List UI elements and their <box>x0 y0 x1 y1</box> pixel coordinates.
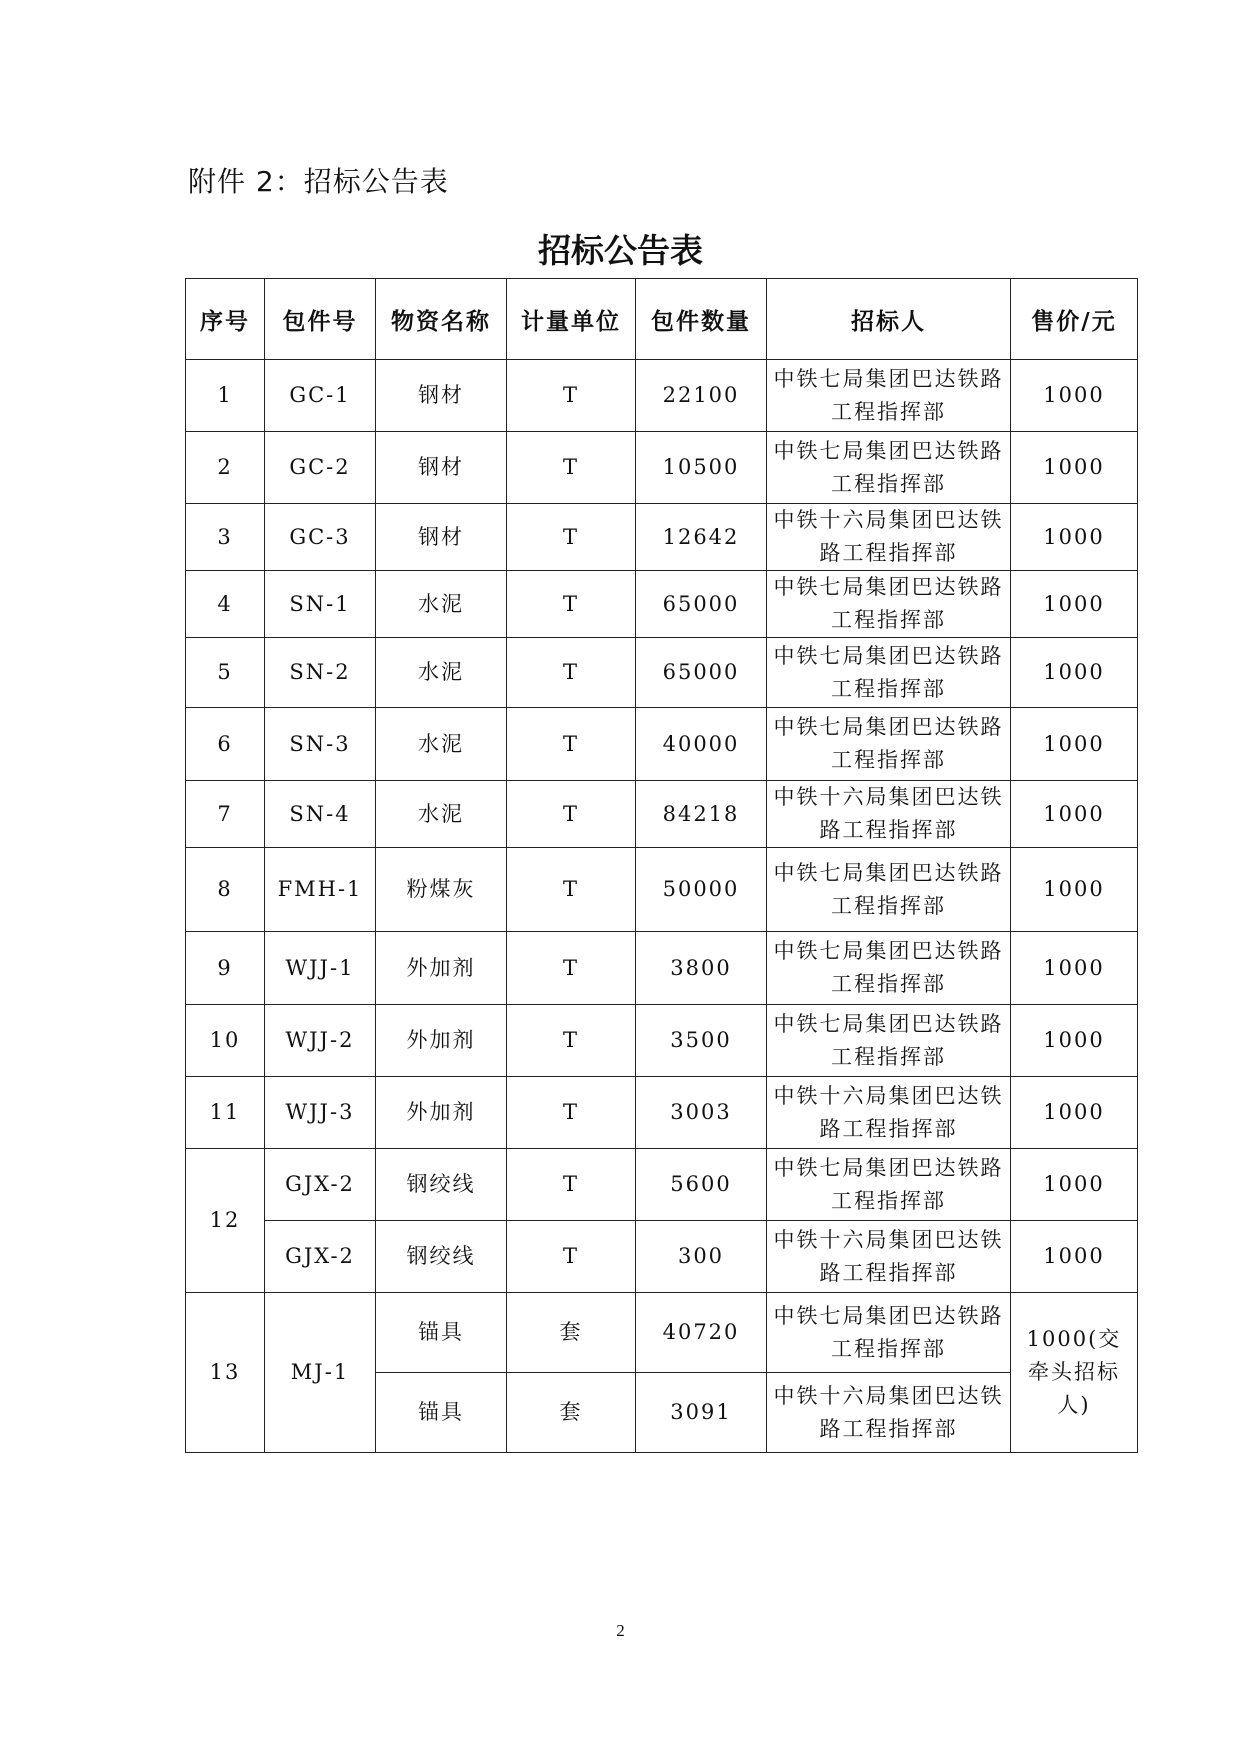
cell-material: 钢绞线 <box>376 1149 507 1221</box>
cell-quantity: 3800 <box>636 932 767 1005</box>
cell-bidder: 中铁十六局集团巴达铁路工程指挥部 <box>767 1221 1011 1293</box>
table-row <box>186 781 1138 848</box>
cell-price: 1000 <box>1011 1005 1138 1077</box>
bidding-notice-table <box>185 278 1138 1453</box>
header-material: 物资名称 <box>376 279 507 360</box>
cell-material: 外加剂 <box>376 1005 507 1077</box>
cell-quantity: 40000 <box>636 708 767 781</box>
table-row <box>186 571 1138 638</box>
cell-bidder: 中铁十六局集团巴达铁路工程指挥部 <box>767 504 1011 571</box>
cell-unit: T <box>507 432 636 504</box>
table-row <box>186 708 1138 781</box>
cell-unit: T <box>507 1149 636 1221</box>
cell-quantity: 65000 <box>636 571 767 638</box>
cell-price: 1000 <box>1011 571 1138 638</box>
cell-unit: T <box>507 932 636 1005</box>
cell-seq: 10 <box>186 1005 265 1077</box>
cell-seq: 4 <box>186 571 265 638</box>
cell-price: 1000 <box>1011 1221 1138 1293</box>
cell-package-no: SN-2 <box>265 638 376 708</box>
cell-unit: T <box>507 1221 636 1293</box>
cell-seq: 11 <box>186 1077 265 1149</box>
cell-price: 1000 <box>1011 504 1138 571</box>
cell-seq: 2 <box>186 432 265 504</box>
cell-seq: 5 <box>186 638 265 708</box>
cell-quantity: 10500 <box>636 432 767 504</box>
header-quantity: 包件数量 <box>636 279 767 360</box>
cell-unit: 套 <box>507 1373 636 1453</box>
cell-quantity: 84218 <box>636 781 767 848</box>
attachment-label: 附件 2：招标公告表 <box>188 165 449 198</box>
cell-package-no: SN-4 <box>265 781 376 848</box>
cell-quantity: 3091 <box>636 1373 767 1453</box>
table-row <box>186 1221 1138 1293</box>
cell-quantity: 5600 <box>636 1149 767 1221</box>
cell-material: 水泥 <box>376 638 507 708</box>
cell-package-no: WJJ-2 <box>265 1005 376 1077</box>
cell-package-no: SN-3 <box>265 708 376 781</box>
cell-material: 钢材 <box>376 504 507 571</box>
cell-quantity: 3003 <box>636 1077 767 1149</box>
cell-price: 1000 <box>1011 848 1138 932</box>
cell-bidder: 中铁十六局集团巴达铁路工程指挥部 <box>767 781 1011 848</box>
cell-unit: T <box>507 708 636 781</box>
table-row <box>186 1149 1138 1221</box>
cell-bidder: 中铁七局集团巴达铁路工程指挥部 <box>767 638 1011 708</box>
cell-price: 1000 <box>1011 932 1138 1005</box>
header-bidder: 招标人 <box>767 279 1011 360</box>
cell-package-no: SN-1 <box>265 571 376 638</box>
cell-material: 钢绞线 <box>376 1221 507 1293</box>
cell-seq: 1 <box>186 360 265 432</box>
cell-package-no: WJJ-3 <box>265 1077 376 1149</box>
cell-material: 锚具 <box>376 1373 507 1453</box>
table-row <box>186 638 1138 708</box>
cell-bidder: 中铁七局集团巴达铁路工程指挥部 <box>767 360 1011 432</box>
table-row <box>186 932 1138 1005</box>
cell-seq: 13 <box>186 1293 265 1453</box>
cell-material: 外加剂 <box>376 932 507 1005</box>
cell-bidder: 中铁十六局集团巴达铁路工程指挥部 <box>767 1373 1011 1453</box>
cell-unit: T <box>507 504 636 571</box>
cell-package-no: WJJ-1 <box>265 932 376 1005</box>
cell-seq: 3 <box>186 504 265 571</box>
cell-unit: T <box>507 571 636 638</box>
table-row <box>186 432 1138 504</box>
cell-package-no: GC-2 <box>265 432 376 504</box>
cell-quantity: 12642 <box>636 504 767 571</box>
table-row <box>186 1077 1138 1149</box>
cell-unit: T <box>507 781 636 848</box>
cell-quantity: 300 <box>636 1221 767 1293</box>
cell-bidder: 中铁七局集团巴达铁路工程指挥部 <box>767 571 1011 638</box>
cell-material: 锚具 <box>376 1293 507 1373</box>
cell-quantity: 50000 <box>636 848 767 932</box>
table-header-row <box>186 279 1138 360</box>
cell-material: 粉煤灰 <box>376 848 507 932</box>
cell-package-no: FMH-1 <box>265 848 376 932</box>
cell-seq: 8 <box>186 848 265 932</box>
cell-material: 水泥 <box>376 781 507 848</box>
cell-seq: 12 <box>186 1149 265 1293</box>
table-row <box>186 1293 1138 1373</box>
cell-package-no: GJX-2 <box>265 1221 376 1293</box>
cell-unit: T <box>507 1005 636 1077</box>
header-seq: 序号 <box>186 279 265 360</box>
cell-quantity: 65000 <box>636 638 767 708</box>
cell-unit: T <box>507 848 636 932</box>
cell-material: 水泥 <box>376 708 507 781</box>
cell-seq: 9 <box>186 932 265 1005</box>
cell-quantity: 40720 <box>636 1293 767 1373</box>
cell-unit: T <box>507 1077 636 1149</box>
cell-package-no: GC-3 <box>265 504 376 571</box>
page-number: 2 <box>616 1621 625 1640</box>
table-row <box>186 360 1138 432</box>
header-package-no: 包件号 <box>265 279 376 360</box>
cell-price: 1000 <box>1011 1077 1138 1149</box>
cell-material: 外加剂 <box>376 1077 507 1149</box>
cell-unit: T <box>507 638 636 708</box>
cell-bidder: 中铁七局集团巴达铁路工程指挥部 <box>767 432 1011 504</box>
table-row <box>186 848 1138 932</box>
cell-package-no: GJX-2 <box>265 1149 376 1221</box>
cell-quantity: 22100 <box>636 360 767 432</box>
table-row <box>186 1005 1138 1077</box>
cell-bidder: 中铁七局集团巴达铁路工程指挥部 <box>767 848 1011 932</box>
cell-package-no: GC-1 <box>265 360 376 432</box>
cell-quantity: 3500 <box>636 1005 767 1077</box>
table-row <box>186 504 1138 571</box>
cell-bidder: 中铁七局集团巴达铁路工程指挥部 <box>767 1149 1011 1221</box>
cell-bidder: 中铁七局集团巴达铁路工程指挥部 <box>767 708 1011 781</box>
cell-seq: 7 <box>186 781 265 848</box>
cell-bidder: 中铁十六局集团巴达铁路工程指挥部 <box>767 1077 1011 1149</box>
header-price: 售价/元 <box>1011 279 1138 360</box>
cell-unit: T <box>507 360 636 432</box>
cell-price: 1000 <box>1011 360 1138 432</box>
cell-price: 1000 <box>1011 781 1138 848</box>
cell-price: 1000 <box>1011 432 1138 504</box>
cell-material: 钢材 <box>376 360 507 432</box>
cell-price: 1000 <box>1011 1149 1138 1221</box>
page-title: 招标公告表 <box>538 231 703 270</box>
header-unit: 计量单位 <box>507 279 636 360</box>
cell-price: 1000 <box>1011 638 1138 708</box>
cell-price: 1000(交牵头招标人) <box>1011 1293 1138 1453</box>
cell-bidder: 中铁七局集团巴达铁路工程指挥部 <box>767 932 1011 1005</box>
cell-package-no: MJ-1 <box>265 1293 376 1453</box>
cell-material: 钢材 <box>376 432 507 504</box>
cell-bidder: 中铁七局集团巴达铁路工程指挥部 <box>767 1293 1011 1373</box>
cell-seq: 6 <box>186 708 265 781</box>
cell-material: 水泥 <box>376 571 507 638</box>
cell-bidder: 中铁七局集团巴达铁路工程指挥部 <box>767 1005 1011 1077</box>
cell-unit: 套 <box>507 1293 636 1373</box>
cell-price: 1000 <box>1011 708 1138 781</box>
